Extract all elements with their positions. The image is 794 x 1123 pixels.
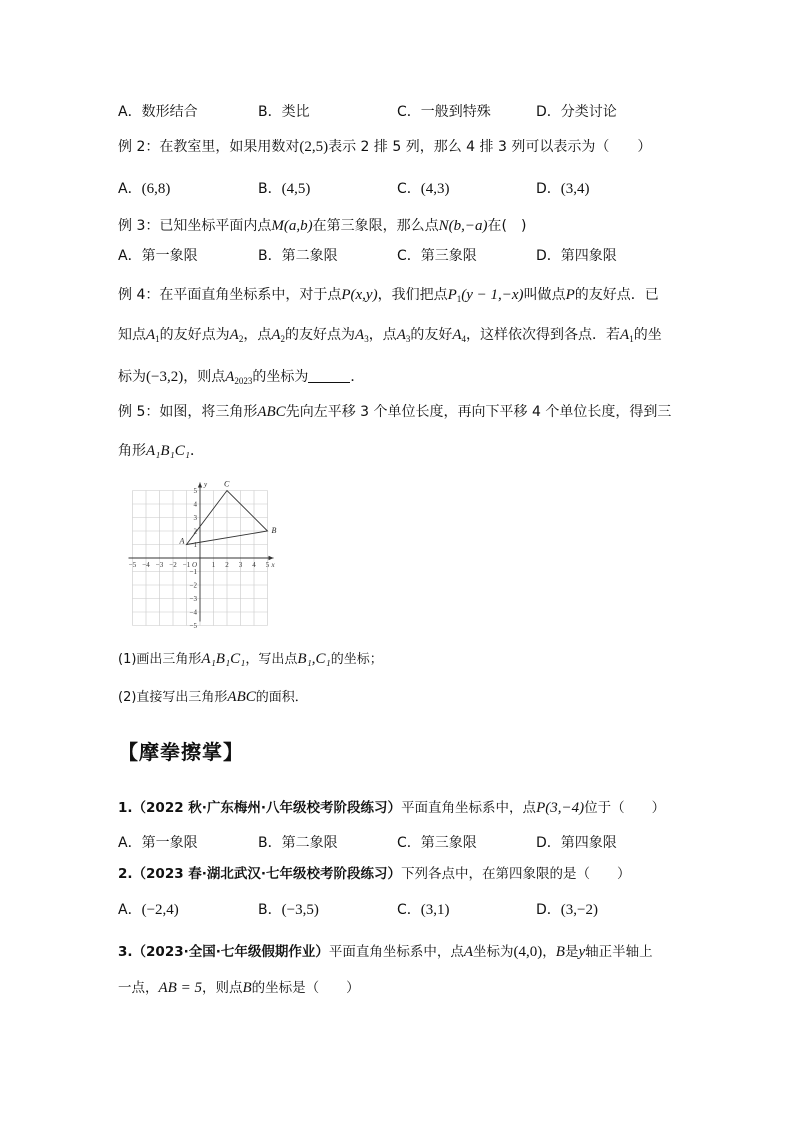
point-p1: P <box>447 287 457 303</box>
text: 位于（ ） <box>584 800 666 816</box>
text: 的友好点．已 <box>574 287 659 303</box>
point-m: M(a,b) <box>271 218 313 234</box>
subscript: 2 <box>280 334 286 344</box>
option-value: (3,−2) <box>560 902 598 918</box>
option-c <box>397 178 450 200</box>
triangle-a1b1c1: A₁B₁C₁ <box>146 443 190 459</box>
option-letter: C． <box>397 181 421 197</box>
example2-question <box>118 137 651 157</box>
practice-q3-line1 <box>118 942 653 962</box>
option-letter: C． <box>397 902 421 918</box>
question-source: （2022 秋·广东梅州·八年级校考阶段练习） <box>132 800 402 816</box>
option-a: A．第一象限 <box>118 835 198 851</box>
a1-coords: (−3,2) <box>146 369 184 385</box>
text: ，写出点 <box>245 652 298 667</box>
text: 是 <box>564 944 579 960</box>
x-tick-label: 4 <box>252 561 256 569</box>
text: 知点 <box>118 327 146 343</box>
subscript: 3 <box>364 334 369 344</box>
section-heading: 【摩拳擦掌】 <box>118 740 244 764</box>
point-b: B <box>555 944 565 960</box>
practice-q2-options <box>118 899 678 921</box>
x-tick-label: 3 <box>238 561 243 569</box>
option-d: D．第四象限 <box>536 835 617 851</box>
subscript: 1 <box>155 334 160 344</box>
text: ，这样依次得到各点．若 <box>466 327 621 343</box>
practice-q3-line2 <box>118 978 360 998</box>
example3-question <box>118 216 526 236</box>
text: 先向左平移 3 个单位长度，再向下平移 4 个单位长度，得到三 <box>285 404 672 420</box>
y-tick-label: −3 <box>189 595 197 603</box>
x-tick-label: −4 <box>142 561 150 569</box>
vertex-label-c: C <box>224 479 230 489</box>
option-b <box>258 178 310 200</box>
text: 轴正半轴上 <box>585 944 653 960</box>
x-tick-label: −1 <box>182 561 191 569</box>
option-letter: B． <box>258 902 282 918</box>
question-source: （2023·全国·七年级假期作业） <box>132 944 329 960</box>
option-a: A．第一象限 <box>118 248 198 264</box>
question-number: 1. <box>118 800 133 816</box>
option-letter: A． <box>118 902 142 918</box>
option-letter: D． <box>536 902 561 918</box>
option-d <box>536 178 590 200</box>
text: 在平面直角坐标系中，对于点 <box>159 287 342 303</box>
example3-text-b: 在第三象限，那么点 <box>312 218 439 234</box>
y-tick-label: −4 <box>189 608 197 617</box>
text: 的友好点为 <box>285 327 356 343</box>
text: 叫做点 <box>523 287 566 303</box>
example3-label: 例 3： <box>118 218 160 234</box>
option-a <box>118 899 179 921</box>
example3-options <box>118 245 678 267</box>
text: ，点 <box>368 327 397 343</box>
option-c: C．第三象限 <box>397 248 477 264</box>
y-tick-label: −2 <box>189 581 197 590</box>
answer-blank[interactable] <box>308 368 350 383</box>
x-axis-label: x <box>271 561 275 569</box>
triangle-abc: ABC <box>257 404 286 420</box>
point-a: A <box>463 944 474 960</box>
x-tick-label: 5 <box>265 561 270 569</box>
question-source: （2023 春·湖北武汉·七年级校考阶段练习） <box>132 866 402 882</box>
practice-q2 <box>118 864 631 884</box>
y-tick-label: 4 <box>193 500 197 509</box>
option-value: (4,5) <box>281 181 311 197</box>
a-coords: (4,0) <box>513 944 543 960</box>
p1-coords: (y − 1,−x) <box>461 287 524 303</box>
axes <box>129 480 274 622</box>
text: (1)画出三角形 <box>118 652 202 667</box>
vertex-label-b: B <box>271 526 277 535</box>
example4-label: 例 4： <box>118 287 160 303</box>
option-value: (−3,5) <box>281 902 319 918</box>
text: 一点， <box>118 980 159 996</box>
point-p: P(x,y) <box>341 287 378 303</box>
y-tick-label: −5 <box>189 622 197 630</box>
text: 的坐 <box>633 327 662 343</box>
point-a: A <box>452 327 462 343</box>
example1-options <box>118 101 678 123</box>
origin-label: O <box>191 561 197 569</box>
option-value: (3,4) <box>560 181 590 197</box>
axis-y: y <box>578 944 586 960</box>
text: 坐标为 <box>473 944 514 960</box>
option-value: (−2,4) <box>141 902 179 918</box>
option-c <box>397 899 450 921</box>
triangle-abc: ABC <box>227 689 256 705</box>
example5-line2 <box>118 441 204 461</box>
text: 的坐标； <box>330 652 383 667</box>
x-tick-label: −3 <box>155 561 164 569</box>
point-p: P(3,−4) <box>536 800 585 816</box>
pair-2-5: (2,5) <box>299 139 329 155</box>
ab-equation: AB = 5 <box>158 980 202 996</box>
y-tick-label: 1 <box>193 541 197 549</box>
subscript: 3 <box>405 334 411 344</box>
text: ， <box>542 944 556 960</box>
x-tick-label: 2 <box>225 561 229 569</box>
text: ，则点 <box>183 369 226 385</box>
text: 的友好点为 <box>159 327 230 343</box>
example5-subq1 <box>118 649 383 670</box>
example3-text-c: 在( ) <box>487 218 527 234</box>
point-a: A <box>396 327 406 343</box>
vertex-label-a: A <box>179 536 185 546</box>
option-value: (3,1) <box>420 902 450 918</box>
point-a: A <box>146 327 156 343</box>
example2-options <box>118 178 678 200</box>
option-b: B．类比 <box>258 104 310 120</box>
point-p: P <box>565 287 575 303</box>
text: 如图，将三角形 <box>159 404 258 420</box>
option-b: B．第二象限 <box>258 835 338 851</box>
option-c: C．一般到特殊 <box>397 104 491 120</box>
text: ，我们把点 <box>377 287 448 303</box>
example5-label: 例 5： <box>118 404 160 420</box>
y-axis-label: y <box>204 480 208 489</box>
example2-label: 例 2： <box>118 139 160 155</box>
option-value: (6,8) <box>141 181 171 197</box>
text: 的坐标是（ ） <box>251 980 360 996</box>
point-a: A <box>229 327 239 343</box>
triangle-a1b1c1: A₁B₁C₁ <box>201 651 246 667</box>
example5-line1 <box>118 402 671 422</box>
point-a: A <box>225 369 235 385</box>
example4-line2 <box>118 325 662 349</box>
coordinate-plane <box>118 474 298 634</box>
example4-line1 <box>118 285 659 309</box>
text: (2)直接写出三角形 <box>118 690 228 705</box>
option-letter: D． <box>536 181 561 197</box>
x-tick-label: −5 <box>128 561 137 569</box>
point-a: A <box>271 327 281 343</box>
option-d <box>536 899 598 921</box>
y-tick-label: −1 <box>189 568 197 576</box>
point-b: B <box>242 980 252 996</box>
y-tick-label: 3 <box>193 514 197 522</box>
text: ． <box>350 369 365 385</box>
subscript: 1 <box>629 334 634 344</box>
option-c: C．第三象限 <box>397 835 477 851</box>
practice-q1 <box>118 798 665 818</box>
tick-labels <box>129 481 276 631</box>
option-a: A．数形结合 <box>118 104 198 120</box>
option-letter: A． <box>118 181 142 197</box>
text: 标为 <box>118 369 146 385</box>
text: 平面直角坐标系中，点 <box>401 800 537 816</box>
text: ． <box>189 443 204 459</box>
question-number: 3. <box>118 944 133 960</box>
example2-text-b: 表示 2 排 5 列，那么 4 排 3 列可以表示为（ ） <box>328 139 652 155</box>
text: ，则点 <box>201 980 243 996</box>
subscript: 2023 <box>234 376 253 386</box>
points-b1-c1: B₁,C₁ <box>297 651 331 667</box>
example2-text: 在教室里，如果用数对 <box>159 139 300 155</box>
subscript: 2 <box>238 334 244 344</box>
subscript: 1 <box>456 294 462 304</box>
option-b <box>258 899 319 921</box>
question-number: 2. <box>118 866 133 882</box>
x-tick-label: 1 <box>211 561 216 569</box>
point-n: N(b,−a) <box>438 218 488 234</box>
example3-text-a: 已知坐标平面内点 <box>159 218 272 234</box>
y-axis-arrow <box>198 483 202 488</box>
option-a <box>118 178 170 200</box>
y-tick-label: 5 <box>193 487 197 495</box>
text: 的友好 <box>410 327 453 343</box>
example4-line3 <box>118 367 364 391</box>
option-b: B．第二象限 <box>258 248 338 264</box>
x-tick-label: −2 <box>169 561 177 569</box>
option-d: D．分类讨论 <box>536 104 617 120</box>
subscript: 4 <box>461 334 467 344</box>
practice-q1-options <box>118 832 678 854</box>
option-value: (4,3) <box>420 181 450 197</box>
text: 下列各点中，在第四象限的是（ ） <box>401 866 631 882</box>
text: ，点 <box>243 327 272 343</box>
point-a: A <box>355 327 365 343</box>
option-letter: B． <box>258 181 282 197</box>
y-tick-label: 2 <box>193 527 197 536</box>
x-axis-arrow <box>269 556 274 560</box>
text: 的坐标为 <box>252 369 309 385</box>
point-a: A <box>620 327 630 343</box>
example5-subq2 <box>118 687 308 708</box>
text: 平面直角坐标系中，点 <box>328 944 464 960</box>
option-d: D．第四象限 <box>536 248 617 264</box>
text: 角形 <box>118 443 146 459</box>
text: 的面积． <box>255 690 308 705</box>
